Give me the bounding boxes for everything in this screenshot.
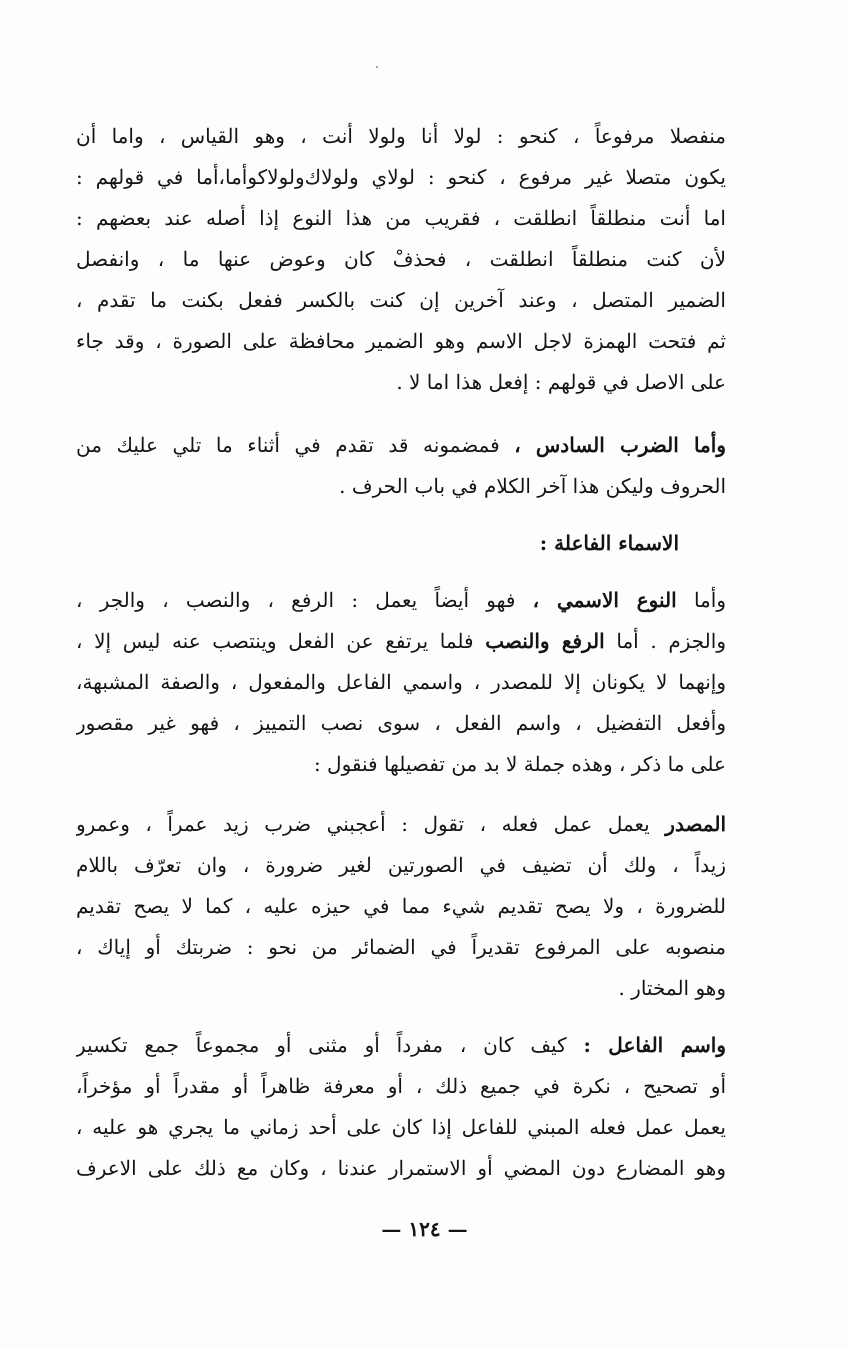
paragraph-1-line: على الاصل في قولهم : إفعل هذا اما لا . [396, 370, 726, 394]
paragraph-4-text: يعمل عمل فعله ، تقول : أعجبني ضرب زيد عمراً ، وعمرو [76, 812, 666, 836]
paragraph-3-text: فلما يرتفع عن الفعل وينتصب عنه ليس إلا ، [76, 629, 486, 653]
paragraph-2 [76, 425, 726, 507]
paragraph-3-bold-term: النوع الاسمي ، [532, 588, 677, 612]
paragraph-3-text: وأما [676, 588, 726, 612]
paragraph-2-line: الحروف وليكن هذا آخر الكلام في باب الحرف . [339, 474, 726, 498]
paper-speck [376, 66, 378, 68]
section-heading: الاسماء الفاعلة : [539, 531, 679, 555]
paragraph-1-line: الضمير المتصل ، وعند آخرين إن كنت بالكسر ففعل بكنت ما تقدم ، [76, 288, 726, 312]
paragraph-2-text: فمضمونه قد تقدم في أثناء ما تلي عليك من [76, 433, 515, 457]
paragraph-1-line: اما أنت منطلقاً انطلقت ، فقريب من هذا النوع إذا أصله عند بعضهم : [76, 206, 726, 230]
paragraph-4-line: للضرورة ، ولا يصح تقديم شيء مما في حيزه عليه ، كما لا يصح تقديم [76, 894, 726, 918]
paragraph-3-text: والجزم . أما [604, 629, 726, 653]
paragraph-4-line: زيداً ، ولك أن تضيف في الصورتين لغير ضرورة ، وان تعرّف باللام [76, 853, 726, 877]
paragraph-4-line: منصوبه على المرفوع تقديراً في الضمائر من نحو : ضربتك أو إياك ، [76, 935, 726, 959]
paragraph-1-line: ثم فتحت الهمزة لاجل الاسم وهو الضمير محافظة على الصورة ، وقد جاء [76, 329, 726, 353]
paragraph-5-lead: واسم الفاعل : [583, 1033, 726, 1057]
paragraph-2-line [76, 425, 726, 466]
paragraph-5-line: أو تصحيح ، نكرة في جميع ذلك ، أو معرفة ظاهراً أو مقدراً أو مؤخراً، [76, 1074, 726, 1098]
paragraph-2-lead: وأما الضرب السادس ، [514, 433, 726, 457]
paragraph-5-line: وهو المضارع دون المضي أو الاستمرار عندنا ، وكان مع ذلك على الاعرف [76, 1156, 726, 1180]
paragraph-3-line [76, 580, 726, 621]
paragraph-3-bold-term: الرفع والنصب [485, 629, 605, 653]
paragraph-5-line: يعمل عمل فعله المبني للفاعل إذا كان على أحد زماني ما يجري هو عليه ، [76, 1115, 726, 1139]
paragraph-1-line: يكون متصلا غير مرفوع ، كنحو : لولاي ولولاك‌ولولاكوأما،أما في قولهم : [76, 165, 726, 189]
paragraph-3-text: فهو أيضاً يعمل : الرفع ، والنصب ، والجر ، [76, 588, 533, 612]
paragraph-3-line [76, 621, 726, 662]
paragraph-5 [76, 1025, 726, 1189]
paragraph-3-line: وإنهما لا يكونان إلا للمصدر ، واسمي الفاعل والمفعول ، والصفة المشبهة، [76, 670, 726, 694]
paragraph-5-text: كيف كان ، مفرداً أو مثنى أو مجموعاً جمع تكسير [76, 1033, 584, 1057]
paragraph-1-line: منفصلا مرفوعاً ، كنحو : لولا أنا ولولا أنت ، وهو القياس ، واما أن [76, 124, 726, 148]
paragraph-5-line [76, 1025, 726, 1066]
paragraph-4-lead: المصدر [665, 812, 726, 836]
paragraph-4 [76, 804, 726, 1009]
paragraph-4-line [76, 804, 726, 845]
paragraph-3-line: على ما ذكر ، وهذه جملة لا بد من تفصيلها فنقول : [313, 752, 726, 776]
paragraph-4-line: وهو المختار . [618, 976, 726, 1000]
paragraph-3-line: وأفعل التفضيل ، واسم الفعل ، سوى نصب التمييز ، فهو غير مقصور [76, 711, 726, 735]
paragraph-1 [76, 116, 726, 403]
page-number: — ١٢٤ — [381, 1217, 468, 1241]
paragraph-1-line: لأن كنت منطلقاً انطلقت ، فحذفْ كان وعوض عنها ما ، وانفصل [76, 247, 726, 271]
paragraph-3 [76, 580, 726, 785]
